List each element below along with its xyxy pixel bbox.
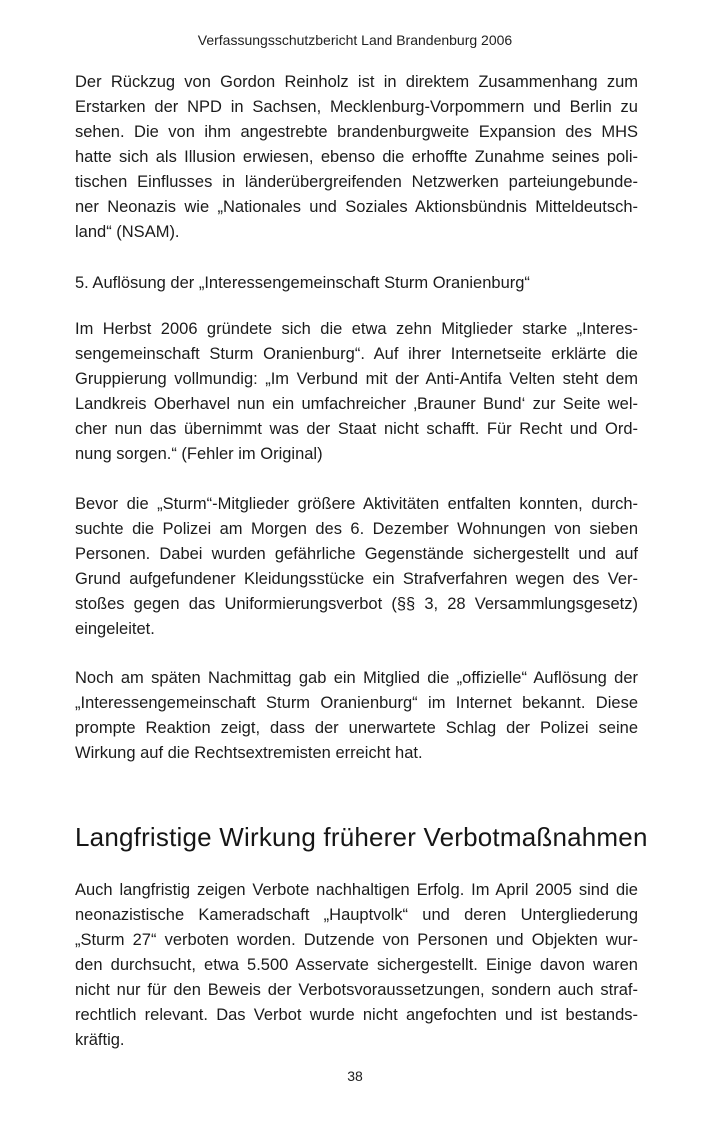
text-line: den durchsucht, etwa 5.500 Asservate sichergestellt. Einige davon waren bbox=[75, 956, 638, 974]
text-line: „Interessengemeinschaft Sturm Oranienburg“ im Internet bekannt. Diese bbox=[75, 694, 638, 712]
text-line: land“ (NSAM). bbox=[75, 223, 180, 241]
paragraph bbox=[75, 666, 638, 766]
text-line: sengemeinschaft Sturm Oranienburg“. Auf ihrer Internetseite erklärte die bbox=[75, 345, 638, 363]
text-line: prompte Reaktion zeigt, dass der unerwartete Schlag der Polizei seine bbox=[75, 719, 638, 737]
chapter-heading: Langfristige Wirkung früherer Verbotmaßnahmen bbox=[75, 822, 648, 852]
text-line: sehen. Die von ihm angestrebte brandenburgweite Expansion des MHS bbox=[75, 123, 638, 141]
running-header: Verfassungsschutzbericht Land Brandenburg 2006 bbox=[197, 32, 513, 48]
section-heading: 5. Auflösung der „Interessengemeinschaft Sturm Oranienburg“ bbox=[75, 274, 530, 292]
paragraph bbox=[75, 878, 638, 1053]
text-line: stoßes gegen das Uniformierungsverbot (§§ 3, 28 Versammlungsgesetz) bbox=[75, 595, 638, 613]
text-line: Bevor die „Sturm“-Mitglieder größere Aktivitäten entfalten konnten, durch- bbox=[75, 495, 638, 513]
page-number: 38 bbox=[347, 1068, 363, 1084]
text-line: kräftig. bbox=[75, 1031, 125, 1049]
text-line: nung sorgen.“ (Fehler im Original) bbox=[75, 445, 323, 463]
text-line: rechtlich relevant. Das Verbot wurde nicht angefochten und ist bestands- bbox=[75, 1006, 638, 1024]
text-line: Noch am späten Nachmittag gab ein Mitglied die „offizielle“ Auflösung der bbox=[75, 669, 638, 687]
text-line: Gruppierung vollmundig: „Im Verbund mit der Anti-Antifa Velten steht dem bbox=[75, 370, 638, 388]
text-line: tischen Einflusses in länderübergreifenden Netzwerken parteiungebunde- bbox=[75, 173, 638, 191]
paragraph bbox=[75, 317, 638, 467]
text-line: Der Rückzug von Gordon Reinholz ist in direktem Zusammenhang zum bbox=[75, 73, 638, 91]
text-line: Wirkung auf die Rechtsextremisten erreicht hat. bbox=[75, 744, 423, 762]
text-line: eingeleitet. bbox=[75, 620, 155, 638]
paragraph bbox=[75, 492, 638, 642]
text-line: Erstarken der NPD in Sachsen, Mecklenburg-Vorpommern und Berlin zu bbox=[75, 98, 638, 116]
text-line: ner Neonazis wie „Nationales und Soziales Aktionsbündnis Mitteldeutsch- bbox=[75, 198, 638, 216]
text-line: cher nun das übernimmt was der Staat nicht schafft. Für Recht und Ord- bbox=[75, 420, 638, 438]
text-line: nicht nur für den Beweis der Verbotsvoraussetzungen, sondern auch straf- bbox=[75, 981, 638, 999]
text-line: Im Herbst 2006 gründete sich die etwa zehn Mitglieder starke „Interes- bbox=[75, 320, 638, 338]
paragraph bbox=[75, 70, 638, 245]
text-line: Personen. Dabei wurden gefährliche Gegenstände sichergestellt und auf bbox=[75, 545, 638, 563]
text-line: Auch langfristig zeigen Verbote nachhaltigen Erfolg. Im April 2005 sind die bbox=[75, 881, 638, 899]
text-line: neonazistische Kameradschaft „Hauptvolk“ und deren Untergliederung bbox=[75, 906, 638, 924]
text-line: „Sturm 27“ verboten worden. Dutzende von Personen und Objekten wur- bbox=[75, 931, 638, 949]
text-line: suchte die Polizei am Morgen des 6. Dezember Wohnungen von sieben bbox=[75, 520, 638, 538]
text-line: hatte sich als Illusion erwiesen, ebenso die erhoffte Zunahme seines poli- bbox=[75, 148, 638, 166]
text-line: Grund aufgefundener Kleidungsstücke ein Strafverfahren wegen des Ver- bbox=[75, 570, 638, 588]
text-line: Landkreis Oberhavel nun ein umfachreicher ‚Brauner Bund‘ zur Seite wel- bbox=[75, 395, 638, 413]
